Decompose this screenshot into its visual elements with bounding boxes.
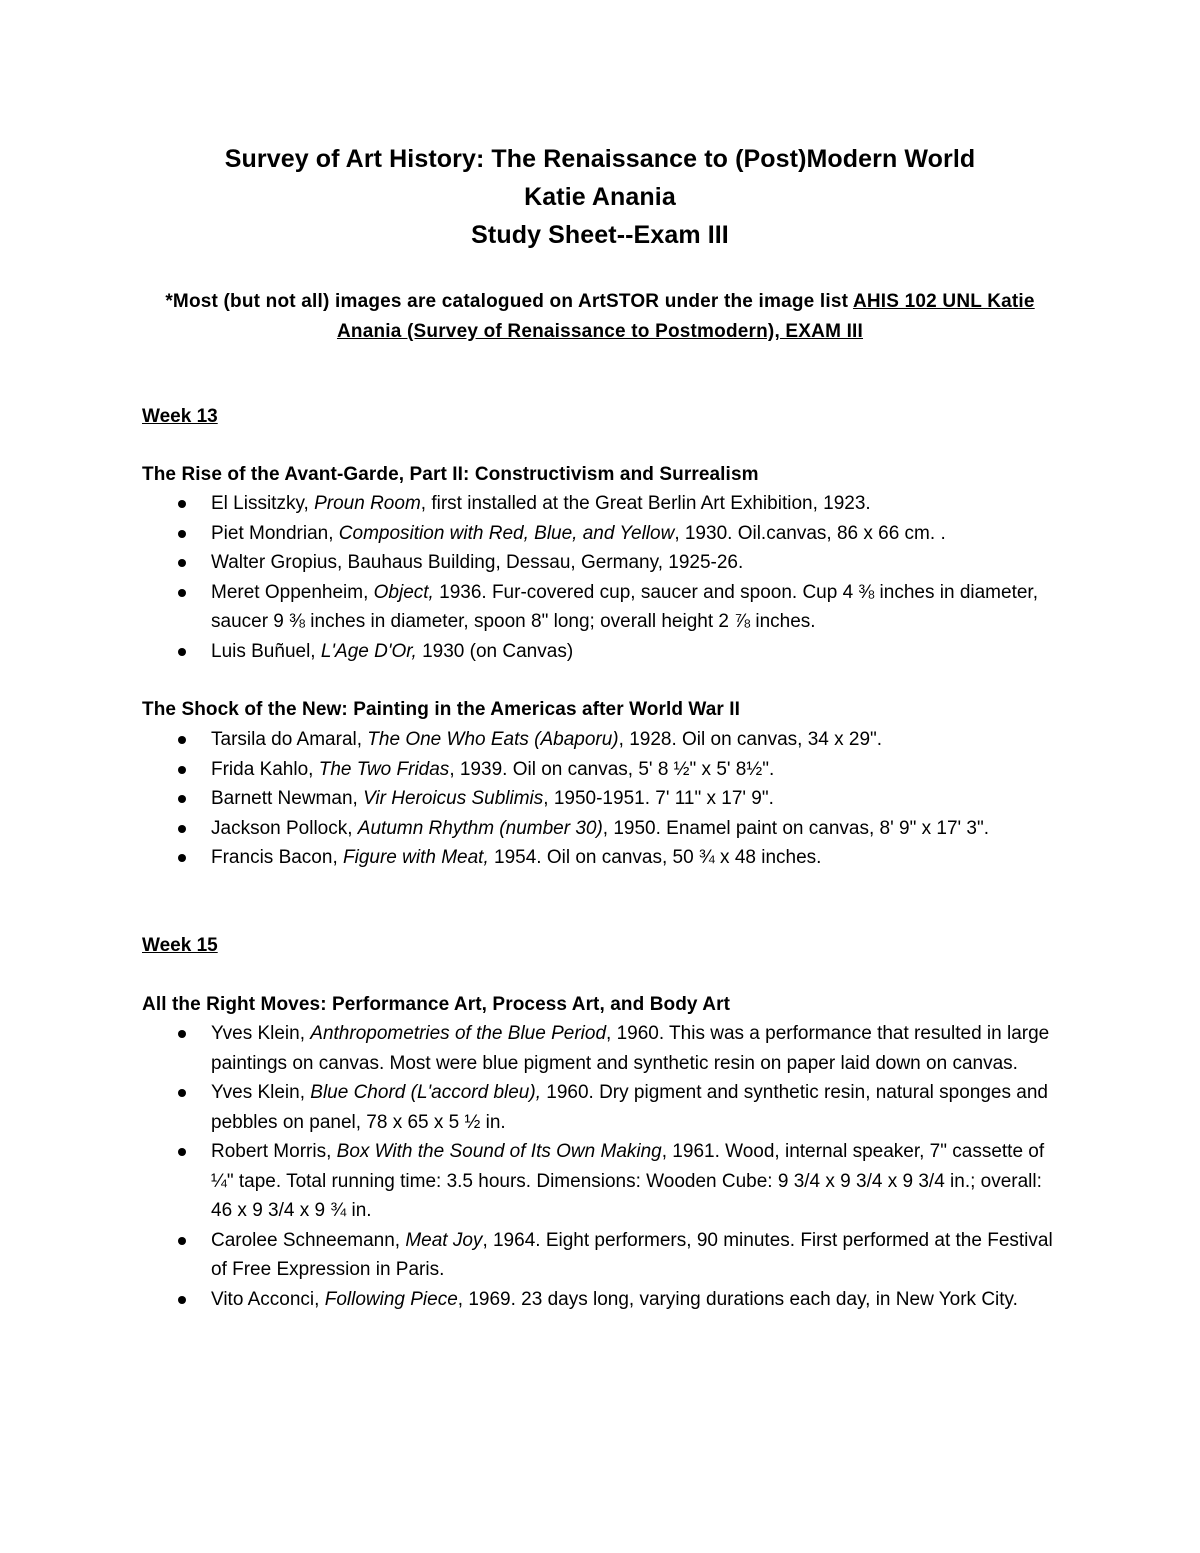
artwork-list <box>142 489 1062 666</box>
artwork-title: Vir Heroicus Sublimis <box>363 788 544 809</box>
artwork-item: Yves Klein, Blue Chord (L'accord bleu), 1960. Dry pigment and synthetic resin, natural sponges and pebbles on panel, 78 x 65 x 5 ½ in. <box>142 1078 1062 1137</box>
bullet-icon <box>178 648 186 656</box>
artwork-title: Object, <box>373 581 434 603</box>
week-heading: Week 13 <box>142 406 218 427</box>
artwork-item: Walter Gropius, Bauhaus Building, Dessau, Germany, 1925-26. <box>142 548 1062 578</box>
artwork-item: Piet Mondrian, Composition with Red, Blue, and Yellow, 1930. Oil.canvas, 86 x 66 cm. . <box>142 519 1062 549</box>
bullet-icon <box>178 825 186 833</box>
bullet-icon <box>178 530 186 538</box>
section-heading: All the Right Moves: Performance Art, Process Art, and Body Art <box>142 994 731 1015</box>
artwork-title: Proun Room <box>314 493 421 514</box>
image-list-link[interactable]: AHIS 102 UNL Katie Anania (Survey of Renaissance to Postmodern), EXAM III <box>336 291 1035 342</box>
document-header <box>0 140 1200 254</box>
artwork-title: Meat Joy <box>405 1229 483 1251</box>
artwork-item: El Lissitzky, Proun Room, first installed at the Great Berlin Art Exhibition, 1923. <box>142 489 1062 519</box>
bullet-icon <box>178 1296 186 1304</box>
notice-text: *Most (but not all) images are catalogued on ArtSTOR under the image list <box>165 291 853 312</box>
section-heading: The Rise of the Avant-Garde, Part II: Constructivism and Surrealism <box>142 464 759 485</box>
author-name: Katie Anania <box>524 183 676 211</box>
bullet-icon <box>178 589 186 597</box>
artwork-item: Tarsila do Amaral, The One Who Eats (Abaporu), 1928. Oil on canvas, 34 x 29". <box>142 725 1062 755</box>
artwork-item: Barnett Newman, Vir Heroicus Sublimis, 1950-1951. 7' 11" x 17' 9". <box>142 784 1062 814</box>
artwork-title: Figure with Meat, <box>343 847 489 868</box>
artwork-title: Following Piece <box>324 1288 458 1310</box>
artwork-title: Box With the Sound of Its Own Making <box>336 1141 662 1162</box>
artwork-title: Autumn Rhythm (number 30) <box>357 817 603 839</box>
artwork-title: Blue Chord (L'accord bleu), <box>310 1082 541 1103</box>
bullet-icon <box>178 500 186 508</box>
bullet-icon <box>178 766 186 774</box>
document-subtitle: Study Sheet--Exam III <box>471 221 729 249</box>
artwork-item: Robert Morris, Box With the Sound of Its Own Making, 1961. Wood, internal speaker, 7" cassette of ¼" tape. Total running time: 3.5 hours. Dimensions: Wooden Cube: 9 3/4 x 9 3/4 x 9 3/4 in.; overall: 46 x 9 3/4 x 9 ¾ in. <box>142 1137 1062 1226</box>
artwork-title: Anthropometries of the Blue Period <box>310 1023 607 1044</box>
bullet-icon <box>178 1148 186 1156</box>
bullet-icon <box>178 1089 186 1097</box>
artwork-item: Francis Bacon, Figure with Meat, 1954. Oil on canvas, 50 ¾ x 48 inches. <box>142 843 1062 873</box>
bullet-icon <box>178 736 186 744</box>
artwork-title: The One Who Eats (Abaporu) <box>367 729 619 750</box>
artwork-item: Meret Oppenheim, Object, 1936. Fur-covered cup, saucer and spoon. Cup 4 ⅜ inches in diameter, saucer 9 ⅜ inches in diameter, spoon 8" long; overall height 2 ⅞ inches. <box>142 578 1062 637</box>
artwork-title: Composition with Red, Blue, and Yellow <box>338 522 675 544</box>
artwork-item: Luis Buñuel, L'Age D'Or, 1930 (on Canvas) <box>142 637 1062 667</box>
artwork-item: Frida Kahlo, The Two Fridas, 1939. Oil on canvas, 5' 8 ½" x 5' 8½". <box>142 755 1062 785</box>
bullet-icon <box>178 1237 186 1245</box>
document-title: Survey of Art History: The Renaissance to (Post)Modern World <box>224 145 976 173</box>
artwork-item: Vito Acconci, Following Piece, 1969. 23 days long, varying durations each day, in New York City. <box>142 1285 1062 1315</box>
artwork-title: L'Age D'Or, <box>320 640 417 662</box>
bullet-icon <box>178 795 186 803</box>
artstor-notice <box>140 287 1060 347</box>
bullet-icon <box>178 854 186 862</box>
section-heading: The Shock of the New: Painting in the Americas after World War II <box>142 699 741 720</box>
artwork-list <box>142 725 1062 873</box>
artwork-item: Yves Klein, Anthropometries of the Blue Period, 1960. This was a performance that resulted in large paintings on canvas. Most were blue pigment and synthetic resin on paper laid down on canvas. <box>142 1019 1062 1078</box>
artwork-item: Carolee Schneemann, Meat Joy, 1964. Eight performers, 90 minutes. First performed at the Festival of Free Expression in Paris. <box>142 1226 1062 1285</box>
week-heading: Week 15 <box>142 935 218 956</box>
bullet-icon <box>178 1030 186 1038</box>
bullet-icon <box>178 559 186 567</box>
artwork-list <box>142 1019 1062 1314</box>
artwork-item: Jackson Pollock, Autumn Rhythm (number 30), 1950. Enamel paint on canvas, 8' 9" x 17' 3". <box>142 814 1062 844</box>
artwork-title: The Two Fridas <box>318 758 450 780</box>
